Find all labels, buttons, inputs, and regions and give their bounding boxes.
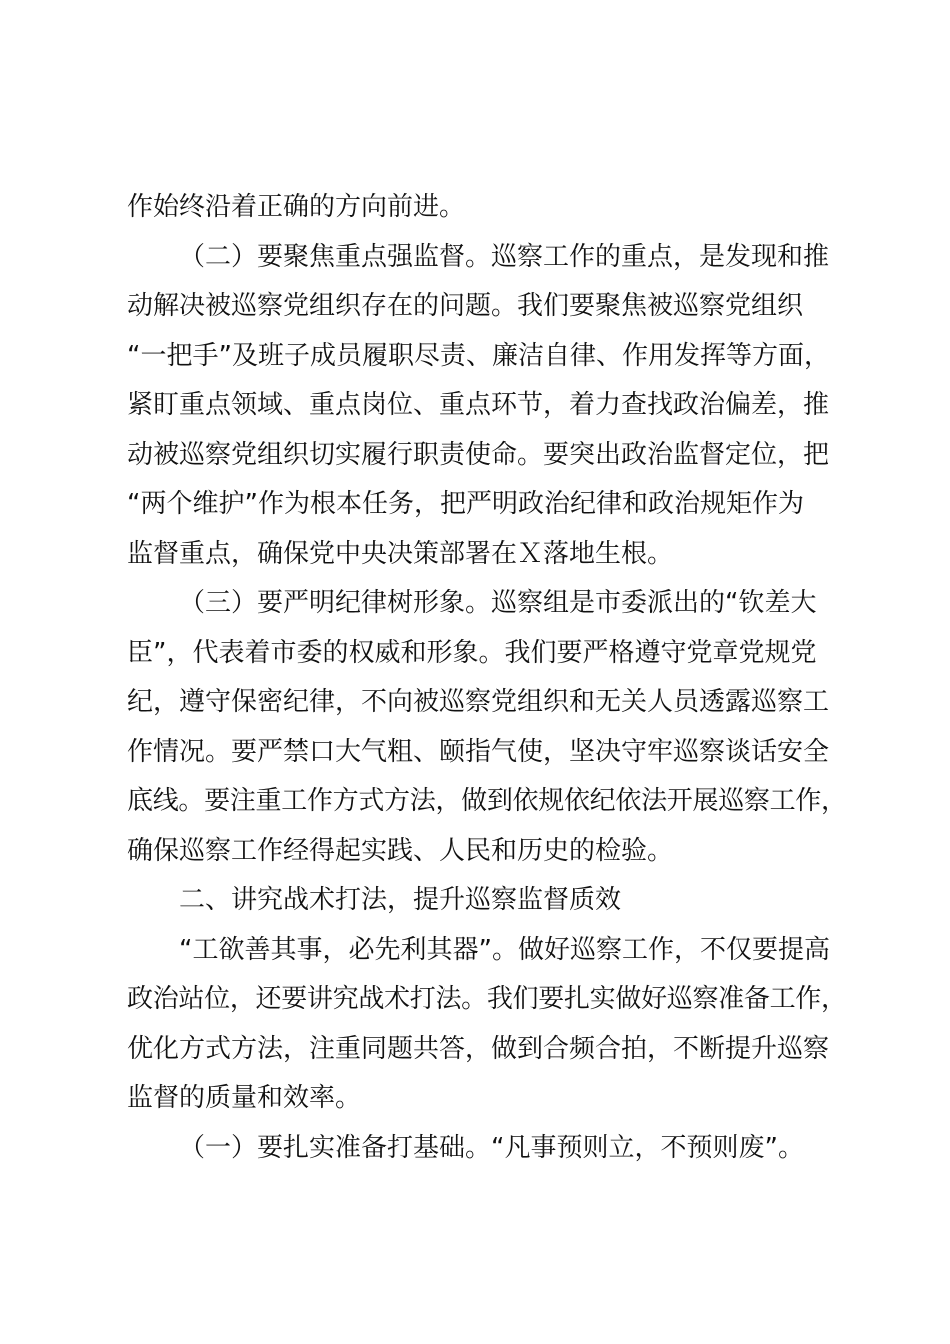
- text-line-14: 确保巡察工作经得起实践、人民和历史的检验。: [127, 835, 674, 866]
- text-line-19: 监督的质量和效率。: [127, 1083, 362, 1113]
- text-line-8: 监督重点，确保党中央决策部署在Ｘ落地生根。: [127, 538, 674, 569]
- body-text: [127, 183, 847, 1173]
- text-line-20: （一）要扎实准备打基础。“凡事预则立，不预则废”。: [179, 1132, 804, 1163]
- text-line-5: 紧盯重点领域、重点岗位、重点环节，着力查找政治偏差，推: [127, 390, 830, 420]
- section-heading: 二、讲究战术打法，提升巡察监督质效: [179, 885, 622, 915]
- text-line-11: 纪，遵守保密纪律，不向被巡察党组织和无关人员透露巡察工: [127, 687, 830, 717]
- text-line-4: “一把手”及班子成员履职尽责、廉洁自律、作用发挥等方面，: [127, 340, 830, 371]
- text-line-17: 政治站位，还要讲究战术打法。我们要扎实做好巡察准备工作，: [127, 984, 847, 1014]
- text-line-6: 动被巡察党组织切实履行职责使命。要突出政治监督定位，把: [127, 439, 830, 470]
- text-line-10: 臣”，代表着市委的权威和形象。我们要严格遵守党章党规党: [127, 637, 817, 668]
- text-line-1: 作始终沿着正确的方向前进。: [127, 192, 466, 222]
- text-line-16: “工欲善其事，必先利其器”。做好巡察工作，不仅要提高: [179, 934, 830, 965]
- text-line-13: 底线。要注重工作方式方法，做到依规依纪依法开展巡察工作，: [127, 786, 847, 816]
- text-line-2: （二）要聚焦重点强监督。巡察工作的重点，是发现和推: [179, 241, 830, 272]
- text-line-7: “两个维护”作为根本任务，把严明政治纪律和政治规矩作为: [127, 489, 804, 519]
- text-line-12: 作情况。要严禁口大气粗、颐指气使，坚决守牢巡察谈话安全: [127, 736, 830, 767]
- text-line-9: （三）要严明纪律树形象。巡察组是市委派出的“钦差大: [179, 588, 817, 618]
- text-line-3: 动解决被巡察党组织存在的问题。我们要聚焦被巡察党组织: [127, 291, 804, 321]
- text-line-18: 优化方式方法，注重同题共答，做到合频合拍，不断提升巡察: [127, 1033, 830, 1064]
